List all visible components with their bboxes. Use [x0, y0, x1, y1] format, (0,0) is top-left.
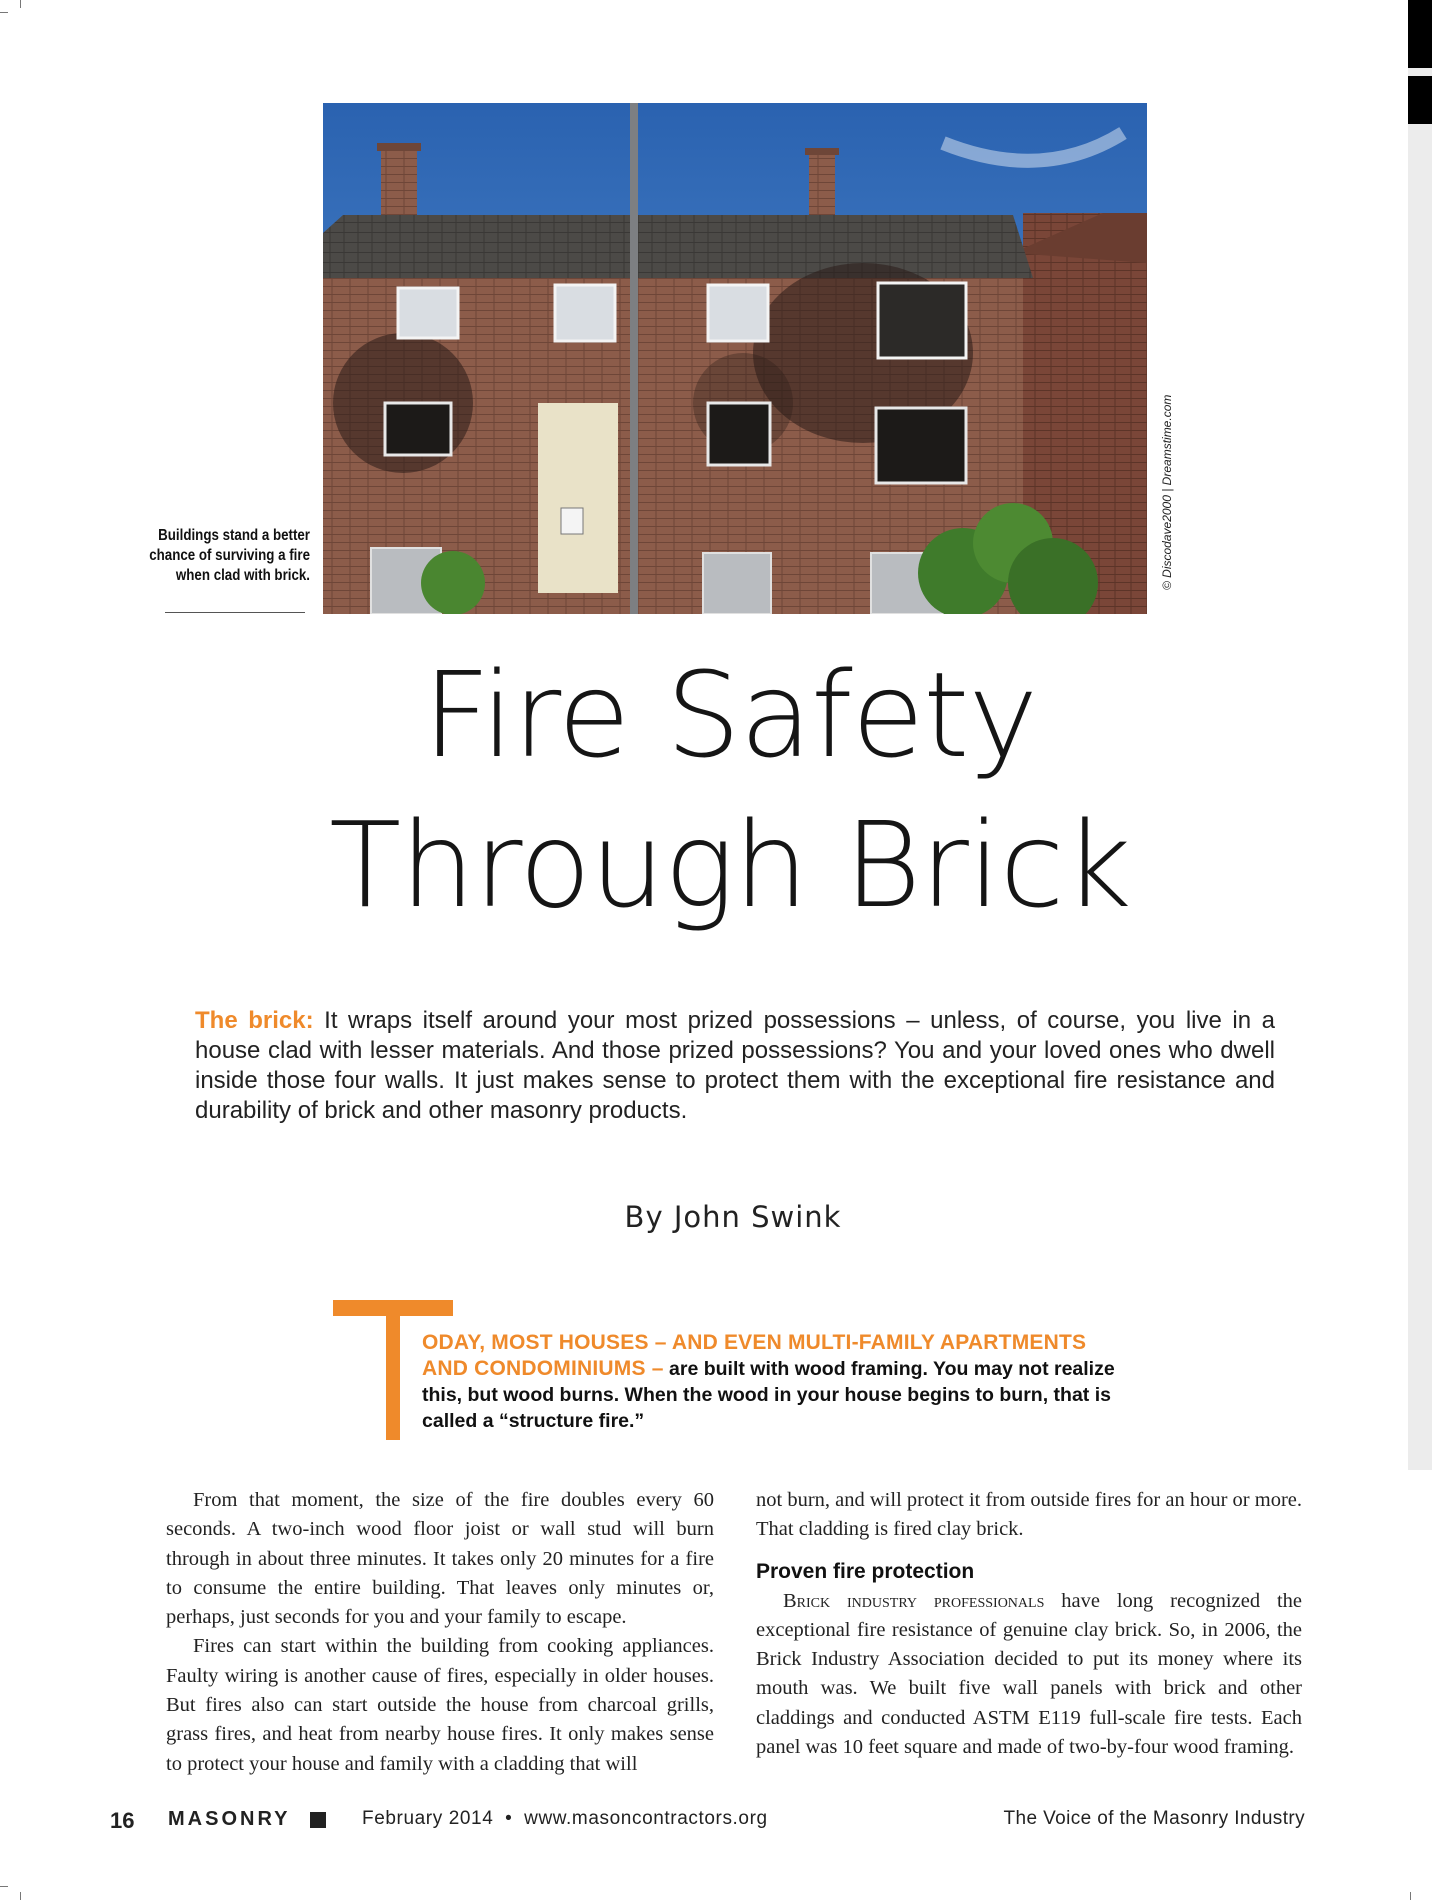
registration-strip: [1408, 0, 1432, 1470]
paragraph-lead-in: Brick industry professionals: [783, 1589, 1045, 1612]
body-column-left: [166, 1486, 714, 1779]
subhead: Proven fire protection: [756, 1559, 975, 1583]
tagline: The Voice of the Masonry Industry: [1003, 1808, 1305, 1829]
byline: By John Swink: [624, 1200, 842, 1234]
title-line-2: Through Brick: [329, 796, 1131, 934]
caption-rule: [165, 612, 305, 613]
intro-deck: [195, 1006, 1275, 1126]
title-line-1: Fire Safety: [422, 646, 1038, 784]
issue-line: February 2014 • www.masoncontractors.org: [362, 1808, 768, 1829]
building-photo: [323, 103, 1147, 614]
body-column-right: [756, 1486, 1302, 1762]
registration-bar: [1408, 0, 1432, 68]
body-paragraph: not burn, and will protect it from outside fires for an hour or more. That cladding is fired clay brick.: [756, 1489, 1302, 1541]
crop-mark: [20, 0, 21, 8]
photo-caption: Buildings stand a better chance of surviving a fire when clad with brick.: [149, 527, 310, 584]
magazine-name: MASONRY: [168, 1808, 291, 1830]
crop-mark: [20, 1892, 21, 1900]
body-paragraph: [756, 1587, 1302, 1763]
crop-mark: [1410, 1892, 1411, 1900]
intro-text: It wraps itself around your most prized possessions – unless, of course, you live in a house clad with lesser materials. And those prized possessions? You and your loved ones who dwell inside those four walls. It just makes sense to protect them with the exceptional fire resistance and durability of brick and other masonry products.: [195, 1007, 1275, 1124]
lead-paragraph: [422, 1330, 1132, 1434]
article-title: [200, 640, 1260, 940]
registration-bar: [1408, 76, 1432, 124]
lead-text: are built with wood framing. You may not realize this, but wood burns. When the wood in your house begins to burn, that is called a “structure fire.”: [422, 1358, 1115, 1432]
body-paragraph: Fires can start within the building from cooking appliances. Faulty wiring is another cause of fires, especially in older houses. But fires also can start outside the house from charcoal grills, grass fires, and heat from nearby house fires. It only makes sense to protect your house and family with a cladding that will: [166, 1635, 714, 1775]
crop-mark: [0, 12, 8, 13]
paragraph-text: have long recognized the exceptional fire resistance of genuine clay brick. So, in 2006, the Brick Industry Association decided to put its money where its mouth was. We built five wall panels with brick and other claddings and conducted ASTM E119 full-scale fire tests. Each panel was 10 feet square and made of two-by-four wood framing.: [756, 1589, 1303, 1759]
square-icon: [310, 1812, 326, 1828]
lead-orange-text: ODAY, MOST HOUSES – AND EVEN MULTI-FAMILY APARTMENTS AND CONDOMINIUMS –: [422, 1331, 1087, 1380]
photo-credit: © Discodave2000 | Dreamstime.com: [1160, 394, 1174, 590]
page-number: 16: [110, 1808, 135, 1833]
body-paragraph: From that moment, the size of the fire doubles every 60 seconds. A two-inch wood floor joist or wall stud will burn through in about three minutes. It takes only 20 minutes for a fire to consume the entire building. That leaves only minutes or, perhaps, just seconds for you and your family to escape.: [166, 1489, 714, 1629]
crop-mark: [0, 1886, 8, 1887]
intro-label: The brick:: [195, 1007, 314, 1034]
page-footer: [110, 1808, 1305, 1838]
